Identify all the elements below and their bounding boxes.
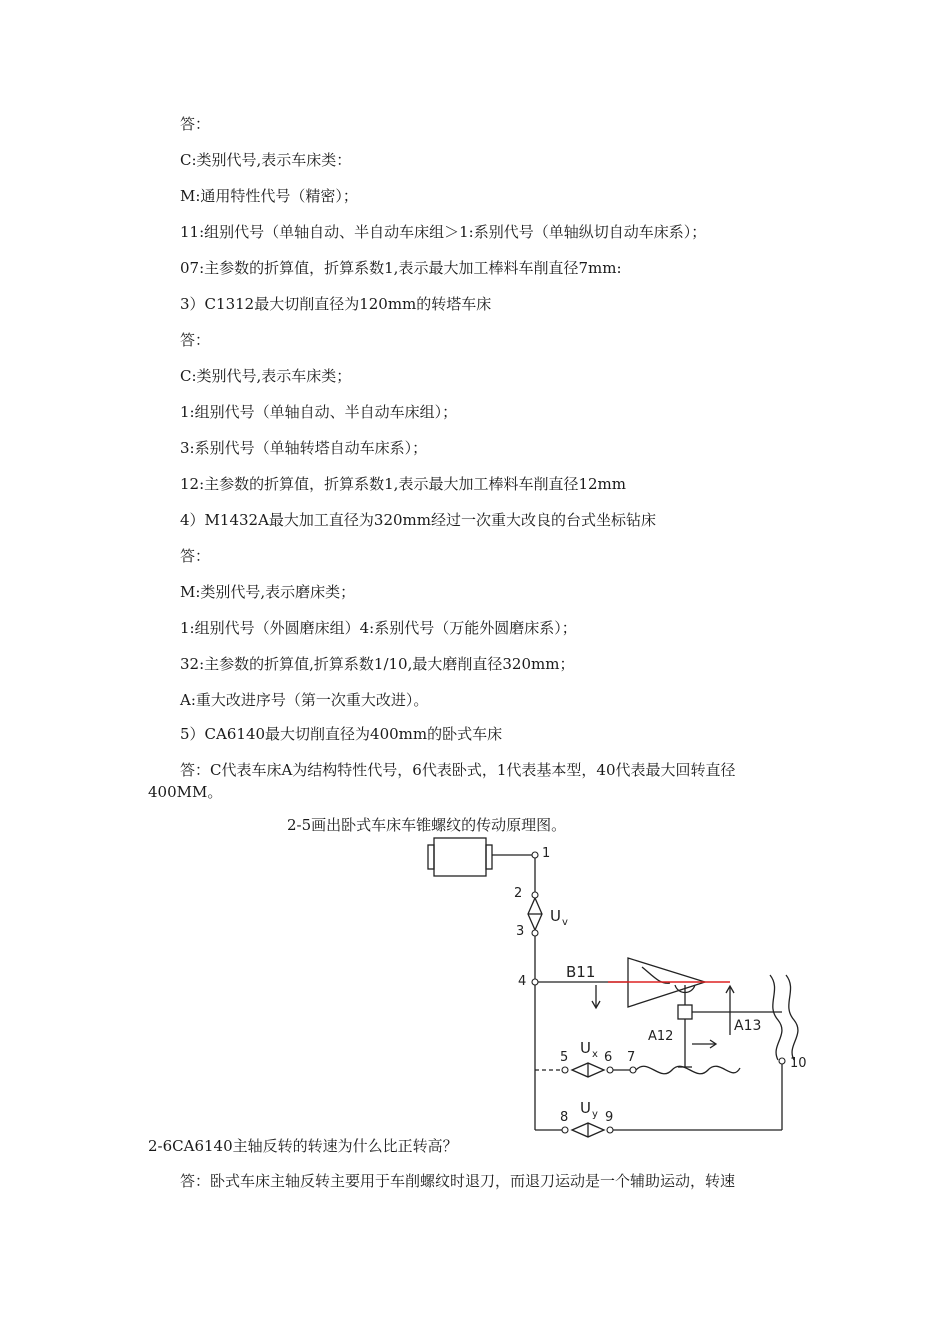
uy-label: U bbox=[580, 1099, 591, 1117]
text-line: 答： bbox=[180, 115, 211, 133]
text-line: C:类别代号,表示车床类： bbox=[180, 151, 352, 169]
answer-paragraph: 答：卧式车床主轴反转主要用于车削螺纹时退刀，而退刀运动是一个辅助运动，转速 bbox=[180, 1172, 736, 1190]
text-line: 答： bbox=[180, 547, 211, 565]
question-heading: 3）C1312最大切削直径为120mm的转塔车床 bbox=[180, 295, 492, 313]
uv-label: U bbox=[550, 907, 561, 925]
node-label: 5 bbox=[560, 1050, 569, 1065]
uv-subscript: v bbox=[562, 917, 568, 928]
node-label: 6 bbox=[604, 1050, 613, 1065]
b11-label: B11 bbox=[566, 963, 596, 981]
a12-label: A12 bbox=[648, 1029, 674, 1044]
node-label: 2 bbox=[514, 886, 523, 901]
node-label: 8 bbox=[560, 1110, 569, 1125]
node-label: 4 bbox=[518, 974, 527, 989]
question-heading: 4）M1432A最大加工直径为320mm经过一次重大改良的台式坐标钻床 bbox=[180, 511, 656, 529]
text-line: 1:组别代号（单轴自动、半自动车床组）； bbox=[180, 403, 458, 421]
transmission-diagram bbox=[420, 835, 820, 1140]
motor-body bbox=[434, 838, 486, 876]
node-label: 3 bbox=[516, 924, 525, 939]
text-line: C:类别代号,表示车床类； bbox=[180, 367, 352, 385]
text-line: M:类别代号,表示磨床类； bbox=[180, 583, 356, 601]
node-label: 1 bbox=[542, 846, 551, 861]
text-line: 12:主参数的折算值，折算系数1,表示最大加工棒料车削直径12mm bbox=[180, 475, 626, 493]
node-label: 7 bbox=[627, 1050, 636, 1065]
motor-end-left bbox=[428, 845, 434, 869]
uy-subscript: y bbox=[592, 1109, 598, 1120]
ux-subscript: x bbox=[592, 1049, 598, 1060]
text-line: 答： bbox=[180, 331, 211, 349]
answer-paragraph: 答：C代表车床A为结构特性代号，6代表卧式，1代表基本型，40代表最大回转直径400MM。 bbox=[148, 761, 736, 801]
text-line: 1:组别代号（外圆磨床组）4:系别代号（万能外圆磨床系）； bbox=[180, 619, 577, 637]
a13-label: A13 bbox=[734, 1018, 762, 1034]
figure-caption: 2-5画出卧式车床车锥螺纹的传动原理图。 bbox=[287, 816, 567, 834]
text-line: 07:主参数的折算值，折算系数1,表示最大加工棒料车削直径7mm: bbox=[180, 259, 622, 277]
question-heading: 5）CA6140最大切削直径为400mm的卧式车床 bbox=[180, 725, 503, 743]
cutting-tool-icon bbox=[678, 1005, 692, 1019]
text-line: M:通用特性代号（精密）； bbox=[180, 187, 358, 205]
ux-label: U bbox=[580, 1039, 591, 1057]
text-line: A:重大改进序号（第一次重大改进）。 bbox=[180, 691, 429, 709]
node-label: 10 bbox=[790, 1056, 807, 1071]
motor-end-right bbox=[486, 845, 492, 869]
text-line: 11:组别代号（单轴自动、半自动车床组＞1:系别代号（单轴纵切自动车床系）； bbox=[180, 223, 707, 241]
question-heading: 2-6CA6140主轴反转的转速为什么比正转高？ bbox=[148, 1137, 458, 1155]
node-label: 9 bbox=[605, 1110, 614, 1125]
text-line: 3:系别代号（单轴转塔自动车床系）； bbox=[180, 439, 428, 457]
text-line: 32:主参数的折算值,折算系数1/10,最大磨削直径320mm； bbox=[180, 655, 575, 673]
